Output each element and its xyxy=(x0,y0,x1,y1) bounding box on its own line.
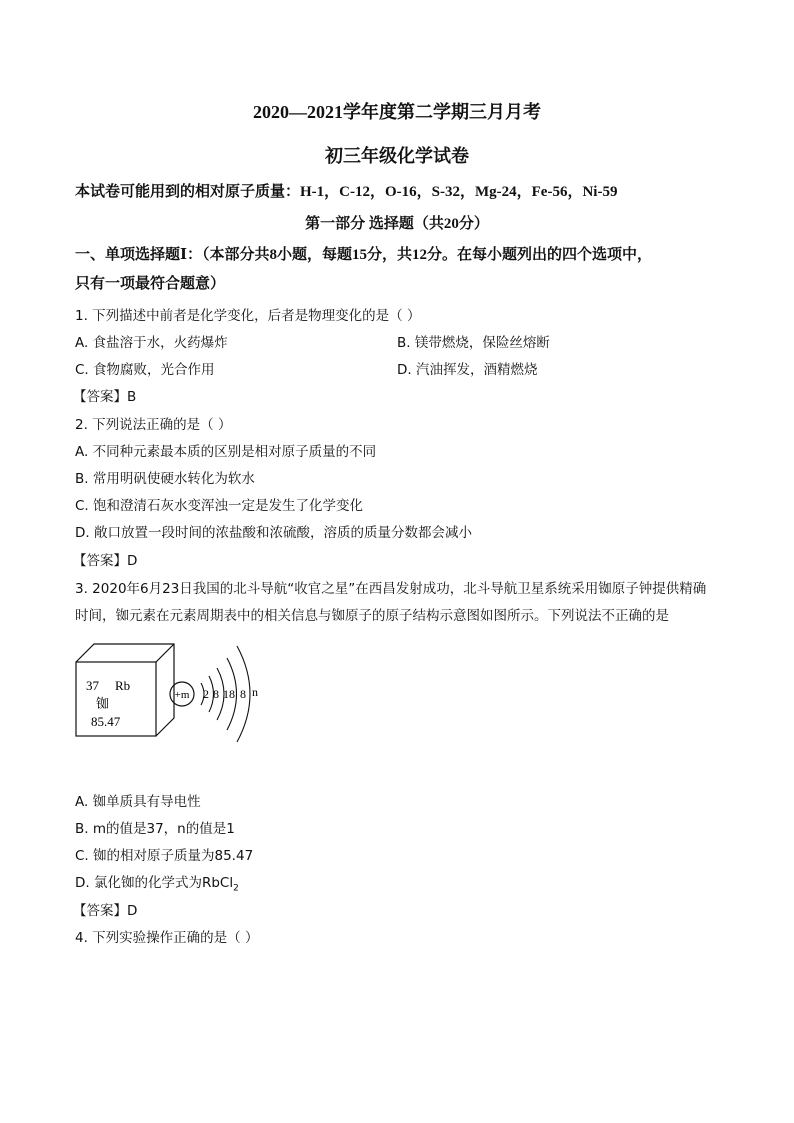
section-instructions-line2: 只有一项最符合题意） xyxy=(75,276,226,292)
q3-option-a: A. 铷单质具有导电性 xyxy=(75,794,201,810)
element-name: 铷 xyxy=(96,697,110,712)
q2-option-a: A. 不同种元素最本质的区别是相对原子质量的不同 xyxy=(75,444,377,460)
q1-option-d: D. 汽油挥发，酒精燃烧 xyxy=(397,362,538,378)
q4-stem: 4. 下列实验操作正确的是（ ） xyxy=(75,930,259,946)
nucleus-charge: +m xyxy=(174,689,190,701)
q3-option-d xyxy=(75,871,239,894)
part-title: 第一部分 选择题（共20分） xyxy=(305,216,489,232)
element-atomic-mass: 85.47 xyxy=(91,714,121,729)
shell-electrons-4: 8 xyxy=(240,687,246,701)
q3-answer: 【答案】D xyxy=(73,903,138,919)
q3-option-d-text: D. 氯化铷的化学式为RbCl xyxy=(75,875,234,891)
shell-electrons-5: n xyxy=(252,685,258,699)
q1-answer: 【答案】B xyxy=(73,389,137,405)
q2-option-d: D. 敞口放置一段时间的浓盐酸和浓硫酸，溶质的质量分数都会减小 xyxy=(75,525,472,541)
q2-option-c: C. 饱和澄清石灰水变浑浊一定是发生了化学变化 xyxy=(75,498,364,514)
q3-stem-line2: 时间，铷元素在元素周期表中的相关信息与铷原子的原子结构示意图如图所示。下列说法不正确的是 xyxy=(75,608,669,624)
q3-option-c: C. 铷的相对原子质量为85.47 xyxy=(75,848,254,864)
element-symbol: Rb xyxy=(115,678,131,693)
element-atomic-number: 37 xyxy=(86,678,99,693)
exam-subtitle: 初三年级化学试卷 xyxy=(325,146,469,166)
exam-title: 2020—2021学年度第二学期三月月考 xyxy=(253,102,541,122)
q1-option-c: C. 食物腐败，光合作用 xyxy=(75,362,215,378)
shell-electrons-1: 2 xyxy=(203,687,209,701)
q3-stem-line1: 3. 2020年6月23日我国的北斗导航“收官之星”在西昌发射成功，北斗导航卫星系统采用铷原子钟提供精确 xyxy=(75,581,707,597)
rubidium-figure xyxy=(70,628,270,748)
q3-option-b: B. m的值是37，n的值是1 xyxy=(75,821,235,837)
section-instructions-line1: 一、单项选择题Ⅰ：（本部分共8小题，每题15分，共12分。在每小题列出的四个选项中， xyxy=(75,247,653,263)
q2-answer: 【答案】D xyxy=(73,553,138,569)
atomic-masses-note: 本试卷可能用到的相对原子质量：H-1，C-12，O-16，S-32，Mg-24，Fe-56，Ni-59 xyxy=(75,184,618,200)
q2-stem: 2. 下列说法正确的是（ ） xyxy=(75,417,232,433)
q1-option-b: B. 镁带燃烧，保险丝熔断 xyxy=(397,335,550,351)
q3-option-d-subscript: 2 xyxy=(233,883,239,894)
q1-option-a: A. 食盐溶于水，火药爆炸 xyxy=(75,335,228,351)
q2-option-b: B. 常用明矾使硬水转化为软水 xyxy=(75,471,255,487)
shell-electrons-2: 8 xyxy=(213,687,219,701)
shell-electrons-3: 18 xyxy=(223,687,235,701)
q1-stem: 1. 下列描述中前者是化学变化，后者是物理变化的是（ ） xyxy=(75,308,421,324)
